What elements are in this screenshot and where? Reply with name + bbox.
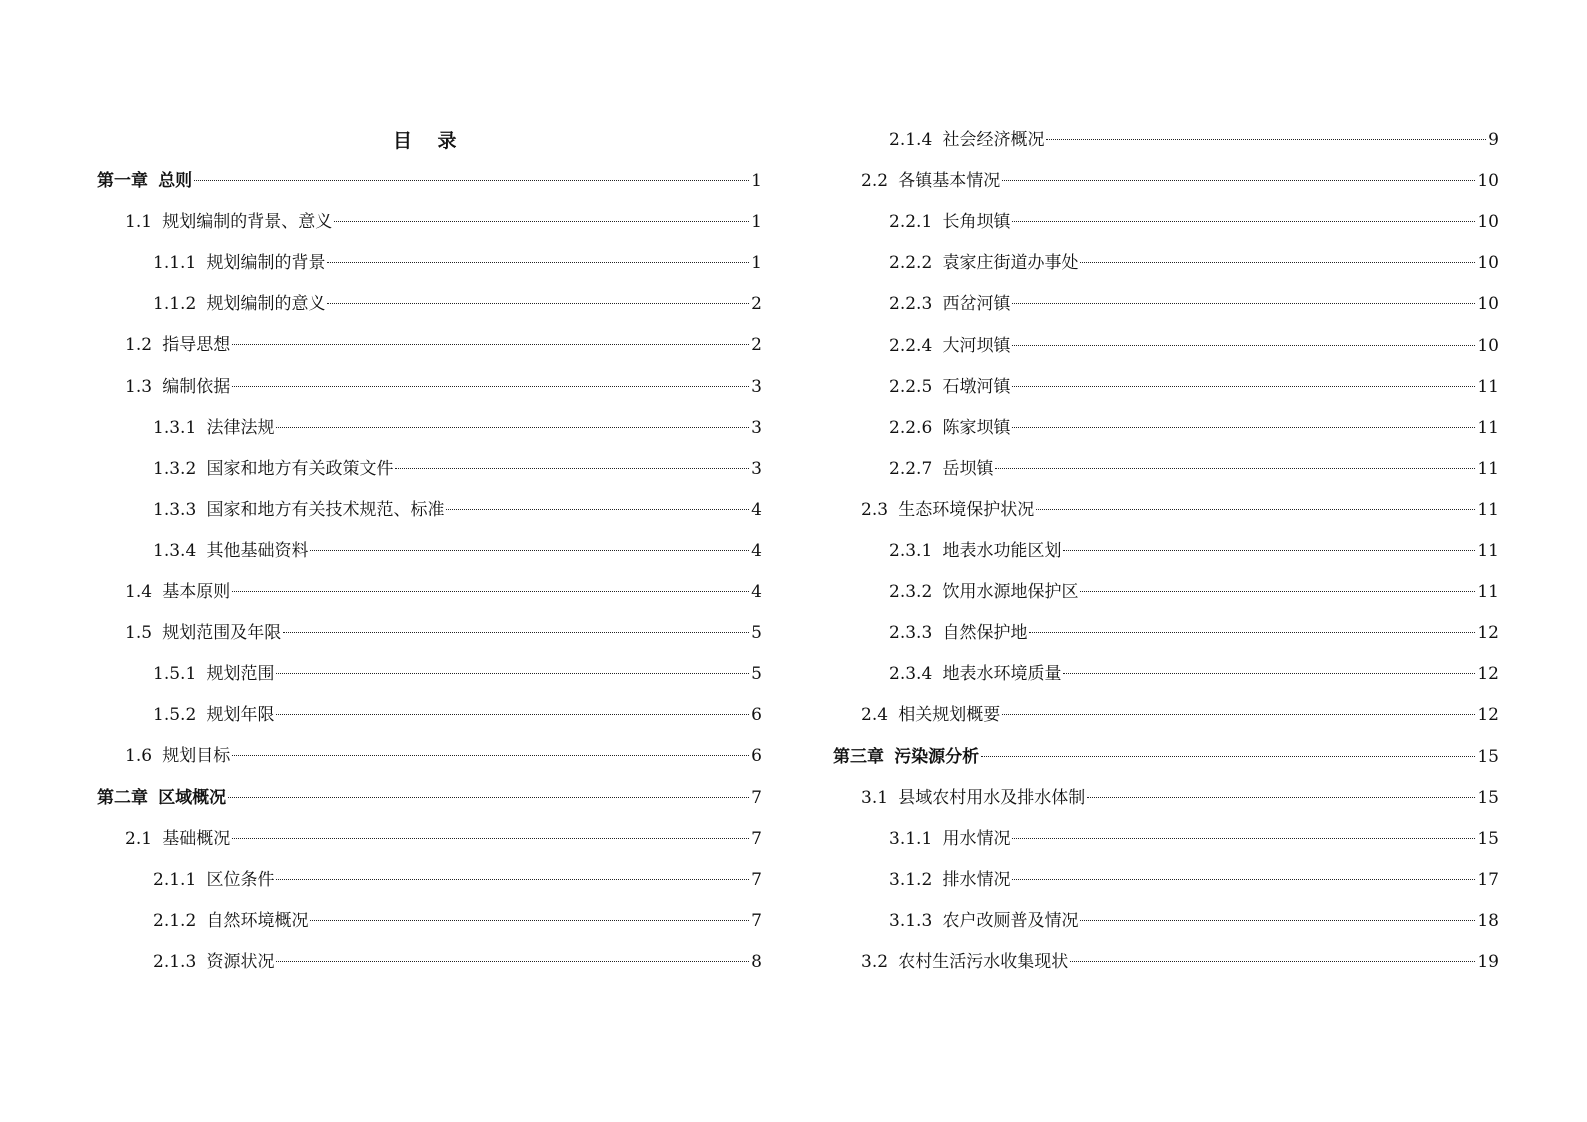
toc-entry-label [125, 209, 332, 235]
toc-entry-title: 大河坝镇 [942, 335, 1011, 356]
toc-entry-number: 2.2 [861, 171, 889, 192]
toc-entry[interactable] [97, 538, 762, 564]
toc-entry-title: 规划目标 [162, 746, 231, 767]
toc-entry-page-number: 11 [1477, 499, 1499, 520]
toc-dot-leader [310, 920, 749, 921]
toc-entry-title: 农村生活污水收集现状 [898, 952, 1069, 972]
toc-entry-label [125, 620, 281, 646]
toc-entry-title: 规划编制的背景 [206, 253, 326, 274]
toc-dot-leader [327, 262, 749, 263]
toc-entry-title: 区位条件 [206, 869, 275, 890]
toc-entry-title: 岳坝镇 [942, 458, 994, 479]
toc-entry-label [889, 374, 1010, 400]
toc-dot-leader [276, 673, 749, 674]
toc-entry-title: 其他基础资料 [206, 540, 309, 561]
toc-entry-page-number: 6 [751, 705, 762, 726]
toc-entry[interactable] [833, 333, 1499, 359]
toc-entry-label [889, 127, 1044, 153]
toc-entry-label [125, 374, 230, 400]
toc-entry-page-number: 11 [1477, 582, 1499, 603]
toc-entry-number: 2.1.3 [153, 951, 197, 972]
toc-entry-label [125, 743, 230, 769]
toc-entry-label [153, 415, 274, 441]
toc-entry-title: 各镇基本情况 [898, 171, 1001, 192]
toc-entry-title: 排水情况 [942, 869, 1011, 890]
toc-entry-number: 2.4 [861, 705, 889, 726]
toc-entry-number: 1.4 [125, 582, 153, 602]
toc-entry-page-number: 3 [751, 376, 762, 397]
toc-entry-number: 3.1 [861, 787, 889, 808]
toc-entry-label [889, 661, 1061, 687]
toc-entry-label [153, 497, 444, 523]
toc-entry-page-number: 5 [751, 664, 762, 685]
toc-entry[interactable] [833, 744, 1499, 770]
toc-entry-number: 2.2.4 [889, 335, 933, 356]
toc-entry-title: 自然环境概况 [206, 910, 309, 931]
toc-entry[interactable] [97, 702, 762, 728]
toc-entry-label [889, 826, 1010, 852]
toc-entry[interactable] [833, 620, 1499, 646]
toc-entry-page-number: 18 [1477, 910, 1499, 931]
toc-entry[interactable] [97, 250, 762, 276]
toc-entry-page-number: 19 [1477, 952, 1499, 972]
toc-entry-number: 2.3 [861, 499, 889, 520]
toc-entry-number: 3.1.2 [889, 869, 933, 890]
toc-entry[interactable] [833, 497, 1499, 523]
toc-entry-page-number: 10 [1477, 294, 1499, 315]
toc-entry-page-number: 3 [751, 417, 762, 438]
toc-entry-number: 2.1 [125, 828, 153, 849]
toc-entry[interactable] [833, 168, 1499, 194]
toc-entry-number: 2.2.6 [889, 417, 933, 438]
toc-entry[interactable] [97, 908, 762, 934]
toc-entry-number: 1.1.1 [153, 253, 197, 274]
toc-entry[interactable] [97, 374, 762, 400]
toc-entry-title: 石墩河镇 [942, 376, 1011, 397]
toc-dot-leader [1080, 591, 1475, 592]
toc-entry-page-number: 7 [751, 787, 762, 808]
toc-entry-number: 2.1.2 [153, 910, 197, 931]
toc-dot-leader [995, 468, 1475, 469]
toc-entry-title: 地表水环境质量 [942, 664, 1062, 685]
toc-entry-number: 3.2 [861, 952, 889, 972]
toc-dot-leader [1087, 797, 1475, 798]
toc-entry-page-number: 15 [1477, 787, 1499, 808]
toc-entry[interactable] [97, 620, 762, 646]
toc-entry-number: 1.1 [125, 212, 153, 233]
toc-entry-page-number: 11 [1477, 417, 1499, 438]
toc-entry[interactable] [833, 456, 1499, 482]
toc-entry-number: 第三章 [833, 746, 884, 767]
toc-dot-leader [334, 221, 749, 222]
toc-entry-title: 相关规划概要 [898, 705, 1001, 726]
toc-entry[interactable] [833, 867, 1499, 893]
toc-entry[interactable] [97, 209, 762, 235]
toc-entry-page-number: 1 [751, 171, 762, 191]
toc-title: 目 录 [392, 130, 467, 152]
toc-entry-title: 地表水功能区划 [942, 541, 1062, 561]
toc-entry-number: 2.2.2 [889, 253, 933, 274]
toc-entry-number: 1.5 [125, 623, 153, 644]
toc-entry-page-number: 17 [1477, 869, 1499, 890]
toc-entry-number: 第一章 [97, 171, 148, 191]
toc-entry[interactable] [833, 209, 1499, 235]
toc-entry[interactable] [833, 415, 1499, 441]
toc-entry-page-number: 10 [1477, 171, 1499, 192]
toc-entry[interactable] [833, 908, 1499, 934]
toc-entry-label [125, 332, 230, 358]
toc-entry[interactable] [833, 291, 1499, 317]
toc-entry[interactable] [97, 867, 762, 893]
toc-entry-page-number: 12 [1477, 623, 1499, 644]
toc-entry[interactable] [97, 579, 762, 605]
toc-dot-leader [1012, 303, 1475, 304]
toc-entry[interactable] [97, 415, 762, 441]
toc-entry[interactable] [97, 456, 762, 482]
toc-entry-page-number: 15 [1477, 746, 1499, 767]
toc-entry-label [861, 497, 1034, 523]
toc-entry[interactable] [97, 785, 762, 811]
toc-entry[interactable] [97, 291, 762, 317]
toc-entry[interactable] [97, 168, 762, 194]
toc-dot-leader [1012, 427, 1475, 428]
toc-dot-leader [1036, 509, 1475, 510]
toc-entry-number: 1.5.1 [153, 664, 197, 685]
toc-dot-leader [1012, 838, 1475, 839]
toc-dot-leader [1070, 961, 1475, 962]
toc-entry-label [861, 785, 1085, 811]
toc-entry[interactable] [833, 579, 1499, 605]
toc-entry-number: 1.3.2 [153, 458, 197, 479]
toc-entry-label [153, 291, 325, 317]
toc-entry-title: 袁家庄街道办事处 [942, 253, 1079, 274]
toc-entry[interactable] [97, 661, 762, 687]
toc-entry-page-number: 12 [1477, 664, 1499, 685]
toc-entry-label [153, 538, 308, 564]
toc-dot-leader [1002, 180, 1475, 181]
toc-entry-number: 2.2.7 [889, 458, 933, 479]
toc-entry-page-number: 2 [751, 294, 762, 315]
toc-entry-title: 编制依据 [162, 376, 231, 397]
toc-dot-leader [1012, 221, 1475, 222]
toc-entry-title: 国家和地方有关技术规范、标准 [206, 499, 445, 520]
toc-entry[interactable] [833, 538, 1499, 564]
toc-entry-title: 陈家坝镇 [942, 417, 1011, 438]
toc-entry[interactable] [833, 661, 1499, 687]
toc-entry[interactable] [97, 743, 762, 769]
toc-entry-label [153, 250, 325, 276]
toc-dot-leader [232, 386, 749, 387]
toc-entry[interactable] [97, 497, 762, 523]
toc-entry-title: 规划范围及年限 [162, 623, 282, 644]
toc-entry-label [889, 209, 1010, 235]
toc-dot-leader [1012, 386, 1475, 387]
toc-entry-label [861, 702, 1000, 728]
toc-entry-title: 规划范围 [206, 664, 275, 685]
toc-entry-page-number: 11 [1477, 541, 1499, 561]
toc-entry-number: 1.6 [125, 746, 153, 767]
toc-entry-number: 2.3.2 [889, 582, 933, 603]
toc-entry-number: 3.1.1 [889, 828, 933, 849]
toc-entry-title: 农户改厕普及情况 [942, 910, 1079, 931]
toc-entry-title: 法律法规 [206, 417, 275, 438]
toc-entry-page-number: 3 [751, 458, 762, 479]
toc-entry-number: 1.3.1 [153, 417, 197, 438]
toc-entry-page-number: 15 [1477, 828, 1499, 849]
toc-entry[interactable] [833, 250, 1499, 276]
toc-entry-title: 自然保护地 [942, 623, 1028, 644]
toc-entry-label [153, 661, 274, 687]
toc-entry-number: 第二章 [97, 787, 148, 808]
toc-entry-label [889, 250, 1078, 276]
toc-entry[interactable] [97, 826, 762, 852]
toc-entry-title: 规划编制的意义 [206, 294, 326, 315]
toc-entry-title: 用水情况 [942, 828, 1011, 849]
toc-entry-page-number: 6 [751, 746, 762, 767]
toc-entry-page-number: 8 [751, 951, 762, 972]
toc-entry[interactable] [833, 826, 1499, 852]
toc-entry-page-number: 4 [751, 499, 762, 520]
toc-entry-title: 国家和地方有关政策文件 [206, 458, 394, 479]
toc-entry[interactable] [833, 127, 1499, 153]
toc-entry-page-number: 2 [751, 335, 762, 356]
toc-entry[interactable] [833, 949, 1499, 975]
toc-dot-leader [276, 961, 749, 962]
toc-entry-label [861, 949, 1068, 975]
toc-entry-label [833, 744, 979, 770]
toc-entry-label [153, 456, 393, 482]
toc-entry-page-number: 1 [751, 212, 762, 233]
toc-dot-leader [232, 344, 749, 345]
toc-entry-page-number: 9 [1488, 130, 1499, 150]
toc-dot-leader [276, 879, 749, 880]
toc-entry-number: 1.3.4 [153, 540, 197, 561]
toc-entry-label [153, 867, 274, 893]
toc-dot-leader [228, 797, 749, 798]
toc-entry-title: 生态环境保护状况 [898, 499, 1035, 520]
toc-dot-leader [1063, 673, 1475, 674]
toc-entry-page-number: 7 [751, 910, 762, 931]
toc-entry[interactable] [833, 702, 1499, 728]
toc-entry-label [153, 702, 274, 728]
toc-dot-leader [232, 838, 749, 839]
toc-entry-label [125, 826, 230, 852]
toc-entry-title: 县域农村用水及排水体制 [898, 787, 1086, 808]
toc-entry-page-number: 7 [751, 869, 762, 890]
toc-entry-page-number: 10 [1477, 335, 1499, 356]
toc-entry[interactable] [833, 374, 1499, 400]
toc-entry-page-number: 7 [751, 828, 762, 849]
toc-dot-leader [276, 427, 749, 428]
toc-entry-label [889, 538, 1061, 564]
toc-dot-leader [327, 303, 749, 304]
toc-dot-leader [1002, 714, 1475, 715]
toc-dot-leader [194, 180, 749, 181]
toc-entry-title: 基本原则 [162, 582, 231, 602]
toc-entry-page-number: 1 [751, 253, 762, 274]
toc-dot-leader [1012, 345, 1475, 346]
toc-entry-page-number: 4 [751, 582, 762, 602]
toc-entry-page-number: 5 [751, 623, 762, 644]
toc-entry-number: 2.2.3 [889, 294, 933, 315]
toc-entry-title: 资源状况 [206, 951, 275, 972]
toc-entry-page-number: 4 [751, 540, 762, 561]
toc-entry-title: 长角坝镇 [942, 212, 1011, 233]
toc-entry-label [153, 949, 274, 975]
toc-entry-label [889, 456, 993, 482]
toc-entry-number: 3.1.3 [889, 910, 933, 931]
toc-entry[interactable] [97, 332, 762, 358]
toc-dot-leader [1063, 550, 1475, 551]
toc-dot-leader [1080, 920, 1475, 921]
toc-entry-label [889, 415, 1010, 441]
toc-dot-leader [981, 756, 1475, 757]
toc-entry-title: 基础概况 [162, 828, 231, 849]
toc-entry[interactable] [833, 785, 1499, 811]
toc-dot-leader [283, 632, 749, 633]
toc-dot-leader [232, 591, 749, 592]
toc-entry-page-number: 11 [1477, 458, 1499, 479]
toc-entry-label [97, 785, 226, 811]
toc-entry-number: 2.3.4 [889, 664, 933, 685]
toc-entry-label [889, 908, 1078, 934]
toc-entry-number: 2.3.1 [889, 541, 933, 561]
toc-entry-label [861, 168, 1000, 194]
toc-entry-label [889, 620, 1027, 646]
toc-entry-title: 饮用水源地保护区 [942, 582, 1079, 603]
toc-dot-leader [1080, 262, 1475, 263]
toc-entry-number: 1.3 [125, 376, 153, 397]
toc-entry-title: 总则 [158, 171, 193, 191]
toc-entry-label [889, 579, 1078, 605]
toc-dot-leader [310, 550, 749, 551]
toc-dot-leader [1029, 632, 1475, 633]
toc-entry-number: 2.2.1 [889, 212, 933, 233]
toc-dot-leader [395, 468, 749, 469]
toc-entry-title: 区域概况 [158, 787, 227, 808]
toc-entry-label [97, 168, 192, 194]
toc-entry-number: 2.1.4 [889, 130, 933, 150]
toc-entry-label [125, 579, 230, 605]
toc-entry-page-number: 12 [1477, 705, 1499, 726]
toc-entry-label [889, 867, 1010, 893]
toc-entry-label [889, 291, 1010, 317]
toc-entry-title: 西岔河镇 [942, 294, 1011, 315]
toc-entry-number: 2.1.1 [153, 869, 197, 890]
toc-entry-page-number: 11 [1477, 376, 1499, 397]
toc-entry-page-number: 10 [1477, 212, 1499, 233]
toc-entry-title: 规划年限 [206, 705, 275, 726]
toc-entry-number: 2.3.3 [889, 623, 933, 644]
toc-dot-leader [1012, 879, 1475, 880]
toc-entry-title: 规划编制的背景、意义 [162, 212, 333, 233]
toc-entry-title: 指导思想 [162, 335, 231, 356]
toc-entry-number: 1.1.2 [153, 294, 197, 315]
toc-entry[interactable] [97, 949, 762, 975]
toc-entry-number: 1.2 [125, 335, 153, 356]
toc-entry-title: 社会经济概况 [942, 130, 1045, 150]
toc-dot-leader [1046, 139, 1486, 140]
toc-entry-page-number: 10 [1477, 253, 1499, 274]
toc-entry-title: 污染源分析 [894, 746, 980, 767]
toc-entry-number: 1.5.2 [153, 705, 197, 726]
toc-entry-label [889, 333, 1010, 359]
toc-entry-number: 2.2.5 [889, 376, 933, 397]
toc-dot-leader [446, 509, 749, 510]
toc-entry-number: 1.3.3 [153, 499, 197, 520]
toc-dot-leader [276, 714, 749, 715]
toc-entry-label [153, 908, 308, 934]
toc-dot-leader [232, 755, 749, 756]
